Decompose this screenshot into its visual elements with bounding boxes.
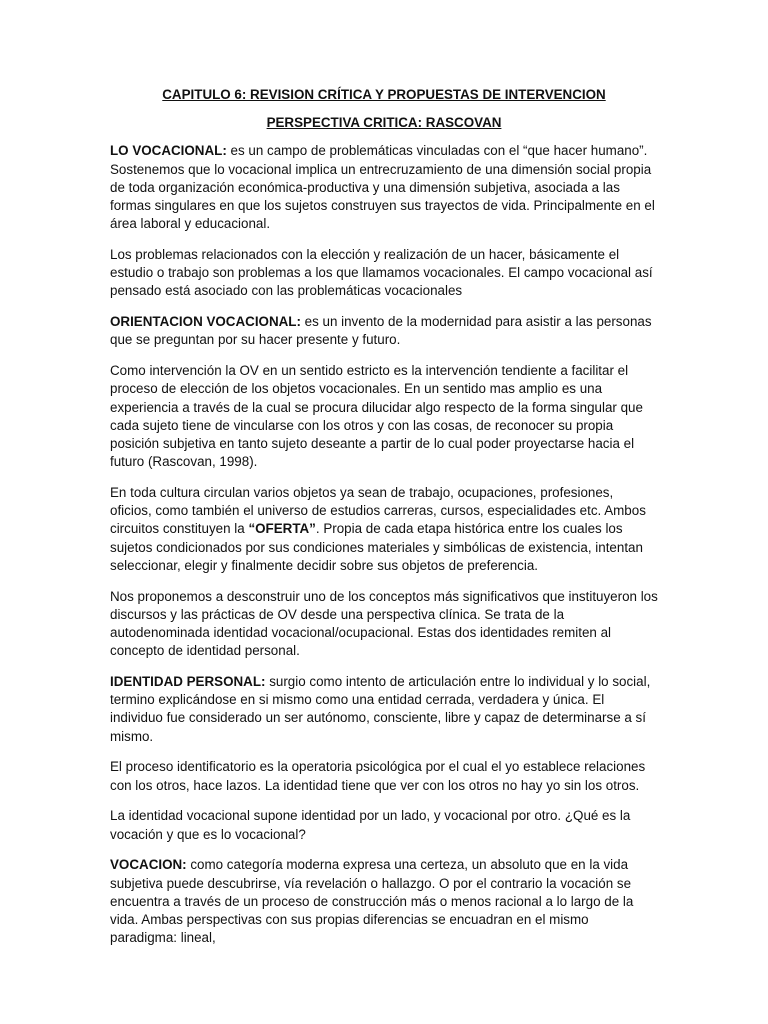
term-oferta: “OFERTA” bbox=[248, 521, 316, 537]
paragraph-text: es un invento de la modernidad para asistir a las personas que se preguntan por su hacer presente y futuro. bbox=[110, 314, 652, 348]
section-title: PERSPECTIVA CRITICA: RASCOVAN bbox=[266, 115, 502, 131]
paragraph-oferta bbox=[110, 484, 658, 575]
paragraph-identidad-personal bbox=[110, 673, 658, 746]
paragraph-vocacion bbox=[110, 856, 658, 947]
paragraph-text: . Propia de cada etapa histórica entre los cuales los sujetos condicionados por sus condiciones materiales y simbólicas de existencia, intentan seleccionar, elegir y finalmente decidir sobre sus objetos de preferencia. bbox=[110, 521, 643, 573]
paragraph-lo-vocacional bbox=[110, 142, 658, 233]
paragraph-text: como categoría moderna expresa una certeza, un absoluto que en la vida subjetiva puede descubrirse, vía revelación o hallazgo. O por el contrario la vocación se encuentra a través de un proceso de construcción más o menos racional a lo largo de la vida. Ambas perspectivas con sus propias diferencias se encuadran en el mismo paradigma: lineal, bbox=[110, 857, 634, 946]
chapter-title: CAPITULO 6: REVISION CRÍTICA Y PROPUESTAS DE INTERVENCION bbox=[162, 87, 606, 102]
paragraph-problemas-vocacionales: Los problemas relacionados con la elección y realización de un hacer, básicamente el estudio o trabajo son problemas a los que llamamos vocacionales. El campo vocacional así pensado está asociado con las problemáticas vocacionales bbox=[110, 247, 653, 299]
term-orientacion-vocacional: ORIENTACION VOCACIONAL: bbox=[110, 314, 301, 330]
paragraph-identidad-vocacional: La identidad vocacional supone identidad por un lado, y vocacional por otro. ¿Qué es la vocación y que es lo vocacional? bbox=[110, 808, 631, 842]
paragraph-orientacion-vocacional bbox=[110, 313, 658, 349]
paragraph-proceso-identificatorio: El proceso identificatorio es la operatoria psicológica por el cual el yo establece relaciones con los otros, hace lazos. La identidad tiene que ver con los otros no hay yo sin los otros. bbox=[110, 759, 646, 793]
paragraph-text: En toda cultura circulan varios objetos ya sean de trabajo, ocupaciones, profesiones, oficios, como también el universo de estudios carreras, cursos, especialidades etc. Ambos circuitos constituyen la bbox=[110, 485, 646, 537]
paragraph-intervencion: Como intervención la OV en un sentido estricto es la intervención tendiente a facilitar el proceso de elección de los objetos vocacionales. En un sentido mas amplio es una experiencia a través de la cual se procura dilucidar algo respecto de la forma singular que cada sujeto tiene de vincularse con los otros y con las cosas, de reconocer su propia posición subjetiva en tanto sujeto deseante a partir de lo cual poder proyectarse hacia el futuro (Rascovan, 1998). bbox=[110, 363, 643, 470]
document-page bbox=[110, 86, 658, 960]
paragraph-desconstruir: Nos proponemos a desconstruir uno de los conceptos más significativos que instituyeron los discursos y las prácticas de OV desde una perspectiva clínica. Se trata de la autodenominada identidad vocacional/ocupacional. Estas dos identidades remiten al concepto de identidad personal. bbox=[110, 588, 658, 659]
term-identidad-personal: IDENTIDAD PERSONAL: bbox=[110, 674, 266, 690]
paragraph-text: surgio como intento de articulación entre lo individual y lo social, termino explicándose en si mismo como una entidad cerrada, verdadera y única. El individuo fue considerado un ser autónomo, consciente, libre y capaz de determinarse a sí mismo. bbox=[110, 674, 651, 744]
paragraph-text: es un campo de problemáticas vinculadas con el “que hacer humano”. Sostenemos que lo vocacional implica un entrecruzamiento de una dimensión social propia de toda organización económica-productiva y una dimensión subjetiva, asociada a las formas singulares en que los sujetos construyen sus trayectos de vida. Principalmente en el área laboral y educacional. bbox=[110, 143, 655, 232]
term-lo-vocacional: LO VOCACIONAL: bbox=[110, 143, 227, 159]
term-vocacion: VOCACION: bbox=[110, 857, 187, 873]
